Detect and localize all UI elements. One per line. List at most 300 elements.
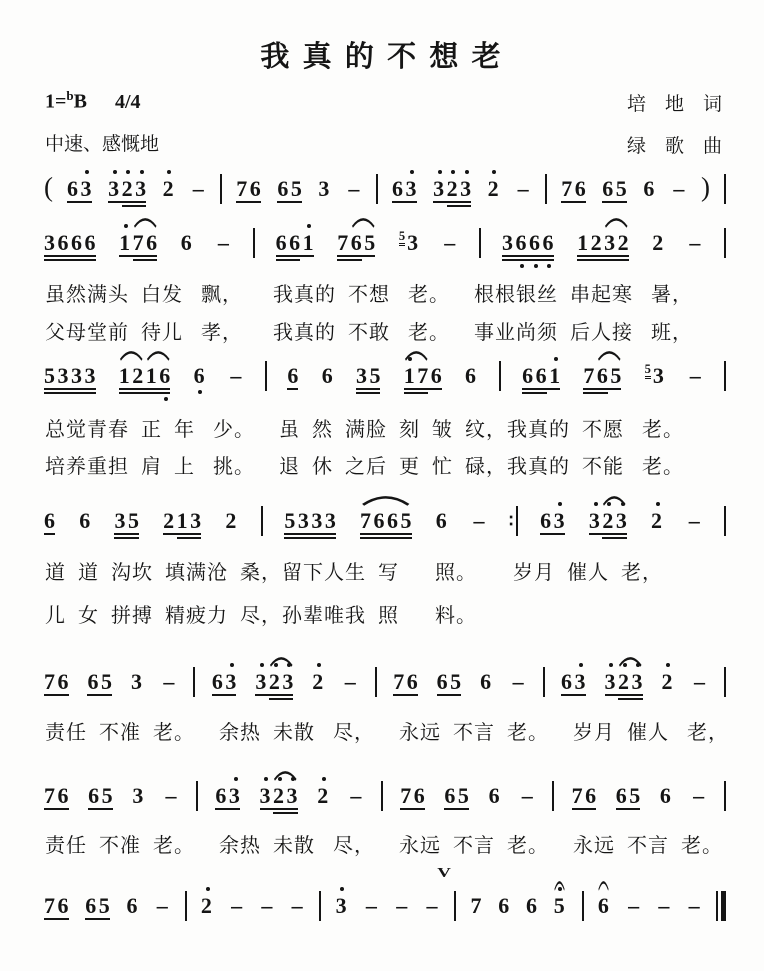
beam-underline (337, 259, 362, 261)
octave-dot-above (264, 777, 268, 781)
beam-underline (404, 388, 442, 390)
beam-underline (337, 255, 375, 257)
beam-underline (108, 201, 146, 203)
note-group (498, 893, 512, 919)
duration-dash: – (426, 893, 438, 918)
bar-line (582, 891, 584, 921)
duration-dash: – (261, 893, 273, 918)
duration-dash: – (396, 893, 408, 918)
beam-underline (44, 694, 69, 696)
barline (376, 174, 378, 204)
note-digits: 6 (526, 893, 540, 918)
beam-underline (502, 259, 554, 261)
beam-underline (561, 694, 586, 696)
note-digits: 3666 (502, 231, 556, 254)
bar-line (545, 174, 547, 204)
bar-line (499, 361, 501, 391)
octave-dot-above (167, 170, 171, 174)
beam-underline (404, 392, 429, 394)
bar-line (265, 361, 267, 391)
note-group (583, 363, 624, 389)
duration-dash: – (688, 508, 700, 533)
note-digits: 65 (87, 670, 114, 693)
beam-underline (392, 201, 417, 203)
octave-dot-above (465, 170, 469, 174)
bar-line (376, 174, 378, 204)
octave-dot-above (126, 170, 130, 174)
note-digits: 661 (522, 364, 563, 387)
octave-dot-above (307, 224, 311, 228)
beam-underline (577, 259, 629, 261)
note-group (540, 508, 567, 534)
beam-underline (577, 255, 629, 257)
beam-underline (114, 533, 139, 535)
bar-line (543, 667, 545, 697)
note-group (236, 176, 263, 202)
music-line-6 (44, 776, 726, 816)
note-digits: 2 (312, 670, 326, 693)
beam-underline (260, 808, 298, 810)
note-group (480, 669, 494, 695)
note-group (131, 669, 145, 695)
duration-dash: – (693, 669, 705, 694)
duration-dash: – (217, 230, 229, 255)
beam-underline (276, 259, 301, 261)
octave-dot-above (451, 170, 455, 174)
note-group (88, 783, 115, 809)
beam-underline (360, 533, 412, 535)
note-digits: 6 (659, 783, 674, 808)
note-digits: 3 (336, 894, 350, 917)
beam-underline (273, 812, 298, 814)
beam-underline (212, 694, 237, 696)
note-digits: 6 (126, 893, 141, 918)
slur-arc (351, 216, 376, 228)
note-digits: 176 (404, 364, 445, 387)
bar-line (724, 174, 726, 204)
beam-underline (602, 537, 627, 539)
bar-line (724, 506, 726, 536)
barline (253, 228, 255, 258)
note-digits: 6 (321, 363, 336, 388)
note-digits: 7665 (360, 509, 414, 532)
octave-dot-above (234, 777, 238, 781)
slur-arc (554, 879, 565, 891)
beam-underline (236, 201, 261, 203)
note-group (276, 230, 317, 256)
bar-line (253, 228, 255, 258)
bar-line (319, 891, 321, 921)
beam-underline (433, 201, 471, 203)
note-digits: 63 (392, 177, 419, 200)
note-digits: 1216 (119, 364, 173, 387)
beam-underline (119, 388, 171, 390)
note-group (616, 783, 643, 809)
beam-underline (400, 808, 425, 810)
beam-underline (583, 392, 608, 394)
slur-arc (146, 349, 171, 361)
beam-underline (561, 201, 586, 203)
bar-line (724, 781, 726, 811)
octave-dot-below (198, 390, 202, 394)
slur-arc (618, 655, 643, 667)
note-group (488, 176, 502, 202)
duration-dash: – (230, 363, 242, 388)
note-digits: 6 (435, 508, 450, 533)
note-digits: 63 (561, 670, 588, 693)
barline (185, 891, 187, 921)
octave-dot-above (206, 887, 210, 891)
barline (724, 174, 726, 204)
note-group (215, 783, 242, 809)
note-group (522, 363, 563, 389)
note-digits: 2 (201, 894, 215, 917)
note-group (554, 893, 568, 919)
parenthesis: ) (700, 171, 710, 202)
note-group (163, 176, 177, 202)
octave-dot-above (594, 502, 598, 506)
note-digits: 5333 (284, 509, 338, 532)
lyric-line-8: 责任 不准 老。 余热 未散 尽， 永远 不言 老。 永远 不言 老。 (45, 835, 723, 857)
beam-underline (269, 698, 294, 700)
beam-underline (85, 918, 110, 920)
beam-underline (444, 808, 469, 810)
note-digits: 76 (44, 894, 71, 917)
octave-dot-below (547, 264, 551, 268)
octave-dot-below (520, 264, 524, 268)
bar-line (193, 667, 195, 697)
note-group (67, 176, 94, 202)
note-group (661, 669, 675, 695)
slur-arc (273, 769, 298, 781)
beam-underline (356, 388, 381, 390)
barline (543, 667, 545, 697)
note-digits: 323 (260, 784, 301, 807)
note-digits: 35 (114, 509, 141, 532)
note-digits: 2 (488, 177, 502, 200)
bar-line (716, 891, 718, 921)
note-digits: 6 (287, 364, 301, 387)
music-line-7 (44, 866, 726, 926)
key-prefix: 1= (45, 90, 67, 113)
barline (552, 781, 554, 811)
bar-line (381, 781, 383, 811)
beam-underline (163, 533, 201, 535)
note-group (87, 669, 114, 695)
note-group (85, 893, 112, 919)
octave-dot-above (410, 170, 414, 174)
slur-arc (604, 216, 629, 228)
note-group (572, 783, 599, 809)
beam-underline (284, 537, 336, 539)
beam-underline (583, 388, 621, 390)
note-group (318, 176, 332, 202)
note-digits: 63 (215, 784, 242, 807)
note-digits: 2 (652, 230, 666, 255)
duration-dash: – (156, 893, 168, 918)
barline (499, 361, 501, 391)
note-group (589, 508, 630, 534)
note-group (132, 783, 146, 809)
barline (261, 506, 263, 536)
lyric-line-2: 父母堂前 待儿 孝， 我真的 不敢 老。 事业尚须 后人接 班， (45, 322, 693, 344)
duration-dash: – (512, 669, 524, 694)
duration-dash: – (673, 176, 685, 201)
note-digits: 65 (88, 784, 115, 807)
grace-note: 5 (399, 230, 405, 246)
note-digits: 3 (652, 363, 667, 388)
barline (220, 174, 222, 204)
slur-arc (602, 494, 627, 506)
duration-dash: – (231, 893, 243, 918)
note-group (393, 669, 420, 695)
note-group (284, 508, 338, 534)
barline (479, 228, 481, 258)
note-group (287, 363, 301, 389)
note-digits: 6 (498, 893, 512, 918)
key-signature (45, 88, 141, 114)
note-group (652, 230, 666, 256)
octave-dot-above (579, 663, 583, 667)
note-group (44, 508, 58, 534)
note-digits: 76 (44, 670, 71, 693)
note-group (502, 230, 556, 256)
beam-underline (618, 698, 643, 700)
note-group (360, 508, 414, 534)
beam-underline (119, 392, 171, 394)
bar-line (454, 891, 456, 921)
octave-dot-above (666, 663, 670, 667)
note-group (577, 230, 631, 256)
note-digits: 63 (212, 670, 239, 693)
bar-line (552, 781, 554, 811)
beam-underline (44, 259, 96, 261)
barline (724, 781, 726, 811)
note-group (660, 783, 674, 809)
note-group (194, 363, 208, 389)
note-digits: 65 (444, 784, 471, 807)
slur-arc (597, 349, 622, 361)
beam-underline (44, 255, 96, 257)
duration-dash: – (658, 893, 670, 918)
note-group (433, 176, 474, 202)
note-group (44, 783, 71, 809)
duration-dash: – (365, 893, 377, 918)
note-digits: 65 (437, 670, 464, 693)
note-group (602, 176, 629, 202)
repeat-dots: ∶ (508, 510, 514, 531)
duration-dash: – (517, 176, 529, 201)
note-group (127, 893, 141, 919)
note-digits: 323 (108, 177, 149, 200)
beam-underline (522, 392, 547, 394)
music-line-intro (44, 169, 726, 209)
bar-line (375, 667, 377, 697)
beam-underline (44, 808, 69, 810)
note-group (605, 669, 646, 695)
note-group (651, 508, 665, 534)
note-group (392, 176, 419, 202)
note-digits: 76 (393, 670, 420, 693)
barline (724, 667, 726, 697)
slur-arc (360, 494, 412, 506)
beam-underline (276, 255, 314, 257)
note-digits: 6 (180, 230, 195, 255)
music-line-3 (44, 356, 726, 396)
music-line-4 (44, 501, 726, 541)
beam-underline (44, 533, 55, 535)
beam-underline (393, 694, 418, 696)
note-group (44, 363, 98, 389)
key-letter: B (73, 90, 87, 113)
note-group (44, 893, 71, 919)
note-group (260, 783, 301, 809)
lyric-line-6: 儿 女 拼搏 精疲力 尽，孙辈唯我 照 料。 (45, 605, 477, 627)
duration-dash: – (163, 669, 175, 694)
octave-dot-above (438, 170, 442, 174)
note-group (119, 363, 173, 389)
beam-underline (616, 808, 641, 810)
note-group (465, 363, 479, 389)
note-group (322, 363, 336, 389)
bar-line (479, 228, 481, 258)
bar-line (516, 506, 518, 536)
bar-line (724, 228, 726, 258)
note-digits: 5 (554, 894, 568, 917)
bar-line-thick (721, 891, 726, 921)
note-group (404, 363, 445, 389)
octave-dot-below (534, 264, 538, 268)
flat-accidental: b (66, 88, 74, 103)
octave-dot-above (322, 777, 326, 781)
slur-arc (119, 349, 144, 361)
note-group (561, 669, 588, 695)
note-group (277, 176, 304, 202)
beam-underline (447, 205, 472, 207)
octave-dot-above (260, 663, 264, 667)
note-group (201, 893, 215, 919)
slur-arc (269, 655, 294, 667)
note-digits: 63 (67, 177, 94, 200)
octave-dot-above (230, 663, 234, 667)
duration-dash: – (350, 783, 362, 808)
note-group (436, 508, 450, 534)
duration-dash: – (344, 669, 356, 694)
slur-arc (133, 216, 158, 228)
duration-dash: – (165, 783, 177, 808)
note-group (337, 230, 378, 256)
barline (196, 781, 198, 811)
lyric-line-5: 道 道 沟坎 填满沧 桑，留下人生 写 照。 岁月 催人 老， (45, 562, 663, 584)
note-digits: 35 (356, 364, 383, 387)
music-line-2 (44, 223, 726, 263)
final-barline (716, 891, 726, 921)
note-digits: 6 (465, 363, 479, 388)
note-group (437, 669, 464, 695)
beam-underline (605, 694, 643, 696)
composer-credit: 绿 歌 曲 (626, 136, 722, 157)
note-digits: 65 (602, 177, 629, 200)
octave-dot-above (656, 502, 660, 506)
barline (193, 667, 195, 697)
barline (724, 506, 726, 536)
note-digits: 63 (540, 509, 567, 532)
beam-underline (502, 255, 554, 257)
note-digits: 2 (225, 508, 239, 533)
beam-underline (122, 205, 147, 207)
note-group (561, 176, 588, 202)
song-title: 我 真 的 不 想 老 (260, 41, 504, 73)
beam-underline (284, 533, 336, 535)
note-group (336, 893, 350, 919)
barline (724, 361, 726, 391)
grace-note: 5 (645, 363, 651, 379)
note-digits: 2 (661, 670, 675, 693)
note-group (255, 669, 296, 695)
repeat-end-barline (509, 506, 519, 536)
note-group (399, 230, 421, 256)
bar-line (261, 506, 263, 536)
note-digits: 3666 (44, 231, 98, 254)
note-digits: 76 (44, 784, 71, 807)
note-group (114, 508, 141, 534)
beam-underline (177, 537, 202, 539)
barline (375, 667, 377, 697)
note-group (444, 783, 471, 809)
note-digits: 76 (561, 177, 588, 200)
beam-underline (540, 533, 565, 535)
duration-dash: – (444, 230, 456, 255)
lyric-line-1: 虽然满头 白发 飘， 我真的 不想 老。 根根银丝 串起寒 暑， (45, 284, 693, 306)
note-group (317, 783, 331, 809)
note-digits: 765 (337, 231, 378, 254)
duration-dash: – (521, 783, 533, 808)
note-digits: 765 (583, 364, 624, 387)
octave-dot-above (554, 357, 558, 361)
slur-arc (598, 879, 609, 891)
duration-dash: – (348, 176, 360, 201)
barline (381, 781, 383, 811)
duration-dash: – (291, 893, 303, 918)
octave-dot-above (113, 170, 117, 174)
beam-underline (360, 537, 412, 539)
note-digits: 323 (433, 177, 474, 200)
beam-underline (602, 201, 627, 203)
beam-underline (437, 694, 462, 696)
note-group (212, 669, 239, 695)
barline (545, 174, 547, 204)
note-digits: 3 (407, 230, 421, 255)
note-digits: 6 (480, 669, 494, 694)
octave-dot-below (164, 397, 168, 401)
lyricist-credit: 培 地 词 (626, 94, 722, 115)
beam-underline (44, 918, 69, 920)
note-group (119, 230, 160, 256)
beam-underline (119, 255, 157, 257)
octave-dot-above (609, 663, 613, 667)
note-digits: 213 (163, 509, 204, 532)
octave-dot-above (124, 224, 128, 228)
beam-underline (572, 808, 597, 810)
beam-underline (67, 201, 92, 203)
duration-dash: – (688, 893, 700, 918)
beam-underline (44, 392, 96, 394)
barline (437, 866, 456, 921)
note-group (79, 508, 93, 534)
note-digits: 323 (255, 670, 296, 693)
note-digits: 65 (616, 784, 643, 807)
note-group (643, 176, 657, 202)
